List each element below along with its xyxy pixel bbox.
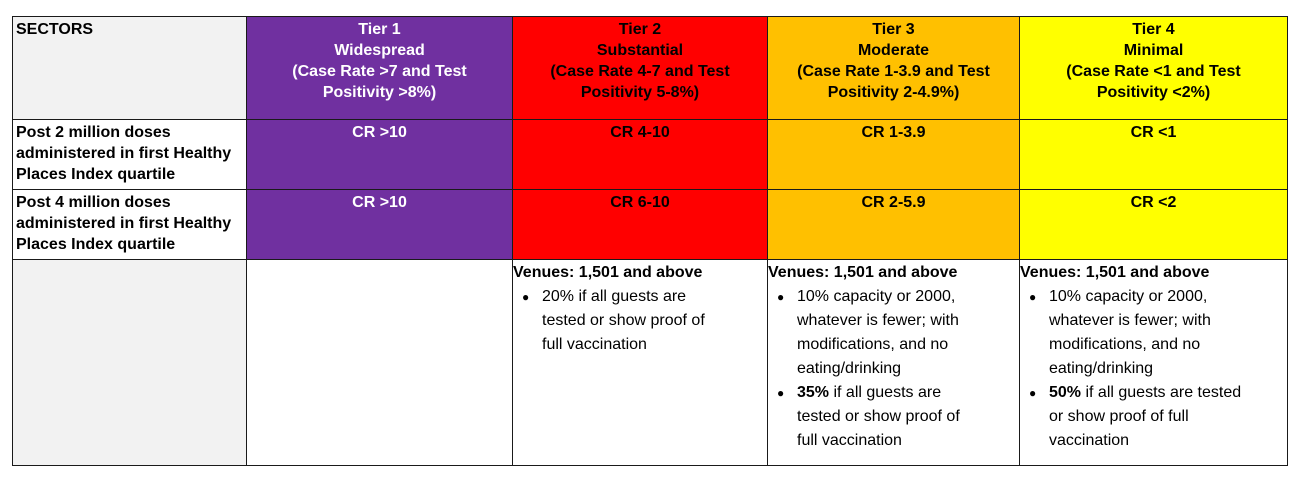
row-2-sector <box>13 190 247 260</box>
tier-3-b1-line-1: 10% capacity or 2000, <box>797 288 956 305</box>
sectors-header-text: SECTORS <box>16 21 94 38</box>
tier-1-criteria-1: (Case Rate >7 and Test <box>292 63 467 80</box>
bullet-icon: ● <box>1029 386 1037 400</box>
table-row <box>13 120 1288 190</box>
tier-1-header <box>247 17 513 120</box>
tier-3-venue-title: Venues: 1,501 and above <box>768 264 958 281</box>
tier-2-label: Substantial <box>596 42 684 59</box>
list-item <box>522 285 764 357</box>
tier-2-criteria-1: (Case Rate 4-7 and Test <box>550 63 730 80</box>
table-row <box>13 190 1288 260</box>
tier-2-b1-line-1: 20% if all guests are <box>542 288 687 305</box>
row-1-sector-line-2: administered in first Healthy <box>16 145 232 162</box>
sectors-header <box>13 17 247 120</box>
tier-1-label: Widespread <box>334 42 425 59</box>
tier-4-criteria-1: (Case Rate <1 and Test <box>1066 63 1241 80</box>
tier-4-criteria-2: Positivity <2%) <box>1096 84 1211 101</box>
tier-2-criteria-2: Positivity 5-8%) <box>580 84 700 101</box>
tier-4-venue-list <box>1023 285 1284 453</box>
tier-2-b1-line-2: tested or show proof of <box>542 312 705 329</box>
tier-3-title: Tier 3 <box>872 21 915 38</box>
tier-4-b1-line-4: eating/drinking <box>1049 360 1154 377</box>
tier-4-b2-line-3: vaccination <box>1049 432 1130 449</box>
row-1-sector <box>13 120 247 190</box>
tier-4-venue-title: Venues: 1,501 and above <box>1020 264 1210 281</box>
tier-2-title: Tier 2 <box>618 21 662 38</box>
tier-4-b2-percent: 50% <box>1049 384 1082 401</box>
row-2-tier-2-value: CR 6-10 <box>513 190 768 260</box>
tier-3-criteria-2: Positivity 2-4.9%) <box>827 84 960 101</box>
header-row <box>13 17 1288 120</box>
row-1-tier-4-value: CR <1 <box>1020 120 1288 190</box>
row-3-tier-4-cell <box>1020 260 1288 466</box>
row-2-sector-line-1: Post 4 million doses <box>16 194 171 211</box>
bullet-icon: ● <box>777 290 785 304</box>
row-3-tier-3-cell <box>768 260 1020 466</box>
list-item <box>1029 285 1284 381</box>
row-3-tier-2-cell <box>513 260 768 466</box>
tier-table <box>12 16 1288 466</box>
row-2-tier-4-value: CR <2 <box>1020 190 1288 260</box>
tier-3-header <box>768 17 1020 120</box>
row-1-sector-line-1: Post 2 million doses <box>16 124 171 141</box>
row-1-tier-2-value: CR 4-10 <box>513 120 768 190</box>
tier-4-label: Minimal <box>1123 42 1184 59</box>
row-1-tier-1-value: CR >10 <box>247 120 513 190</box>
tier-3-b2-text: if all guests are <box>829 384 942 401</box>
tier-3-b2-percent: 35% <box>797 384 830 401</box>
tier-3-b2-line-1 <box>797 381 1016 405</box>
tier-2-b1-line-3: full vaccination <box>542 336 647 353</box>
row-2-sector-line-2: administered in first Healthy <box>16 215 232 232</box>
tier-3-b2-line-3: full vaccination <box>797 432 902 449</box>
list-item <box>1029 381 1284 453</box>
tier-3-criteria-1: (Case Rate 1-3.9 and Test <box>797 63 990 80</box>
tier-4-b2-line-2: or show proof of full <box>1049 408 1189 425</box>
row-2-sector-line-3: Places Index quartile <box>16 236 176 253</box>
row-1-sector-line-3: Places Index quartile <box>16 166 176 183</box>
row-3-tier-1-cell <box>247 260 513 466</box>
list-item <box>777 285 1016 381</box>
tier-4-title: Tier 4 <box>1132 21 1175 38</box>
tier-4-b1-line-2: whatever is fewer; with <box>1049 312 1211 329</box>
tier-2-header <box>513 17 768 120</box>
tier-1-criteria-2: Positivity >8%) <box>322 84 437 101</box>
tier-3-b2-line-2: tested or show proof of <box>797 408 960 425</box>
tier-4-b2-line-1 <box>1049 381 1284 405</box>
tier-3-b1-line-2: whatever is fewer; with <box>797 312 959 329</box>
bullet-icon: ● <box>522 290 530 304</box>
tier-4-b2-text: if all guests are tested <box>1081 384 1242 401</box>
tier-3-b1-line-3: modifications, and no <box>797 336 949 353</box>
tier-4-b1-line-3: modifications, and no <box>1049 336 1201 353</box>
tier-2-venue-list <box>516 285 764 357</box>
tier-3-b1-line-4: eating/drinking <box>797 360 902 377</box>
bullet-icon: ● <box>777 386 785 400</box>
row-3-sector <box>13 260 247 466</box>
bullet-icon: ● <box>1029 290 1037 304</box>
tier-4-b1-line-1: 10% capacity or 2000, <box>1049 288 1208 305</box>
tier-2-venue-title: Venues: 1,501 and above <box>513 264 703 281</box>
table-row <box>13 260 1288 466</box>
tier-3-label: Moderate <box>857 42 930 59</box>
list-item <box>777 381 1016 453</box>
row-2-tier-3-value: CR 2-5.9 <box>768 190 1020 260</box>
tier-4-header <box>1020 17 1288 120</box>
tier-1-title: Tier 1 <box>358 21 401 38</box>
row-1-tier-3-value: CR 1-3.9 <box>768 120 1020 190</box>
row-2-tier-1-value: CR >10 <box>247 190 513 260</box>
tier-3-venue-list <box>771 285 1016 453</box>
